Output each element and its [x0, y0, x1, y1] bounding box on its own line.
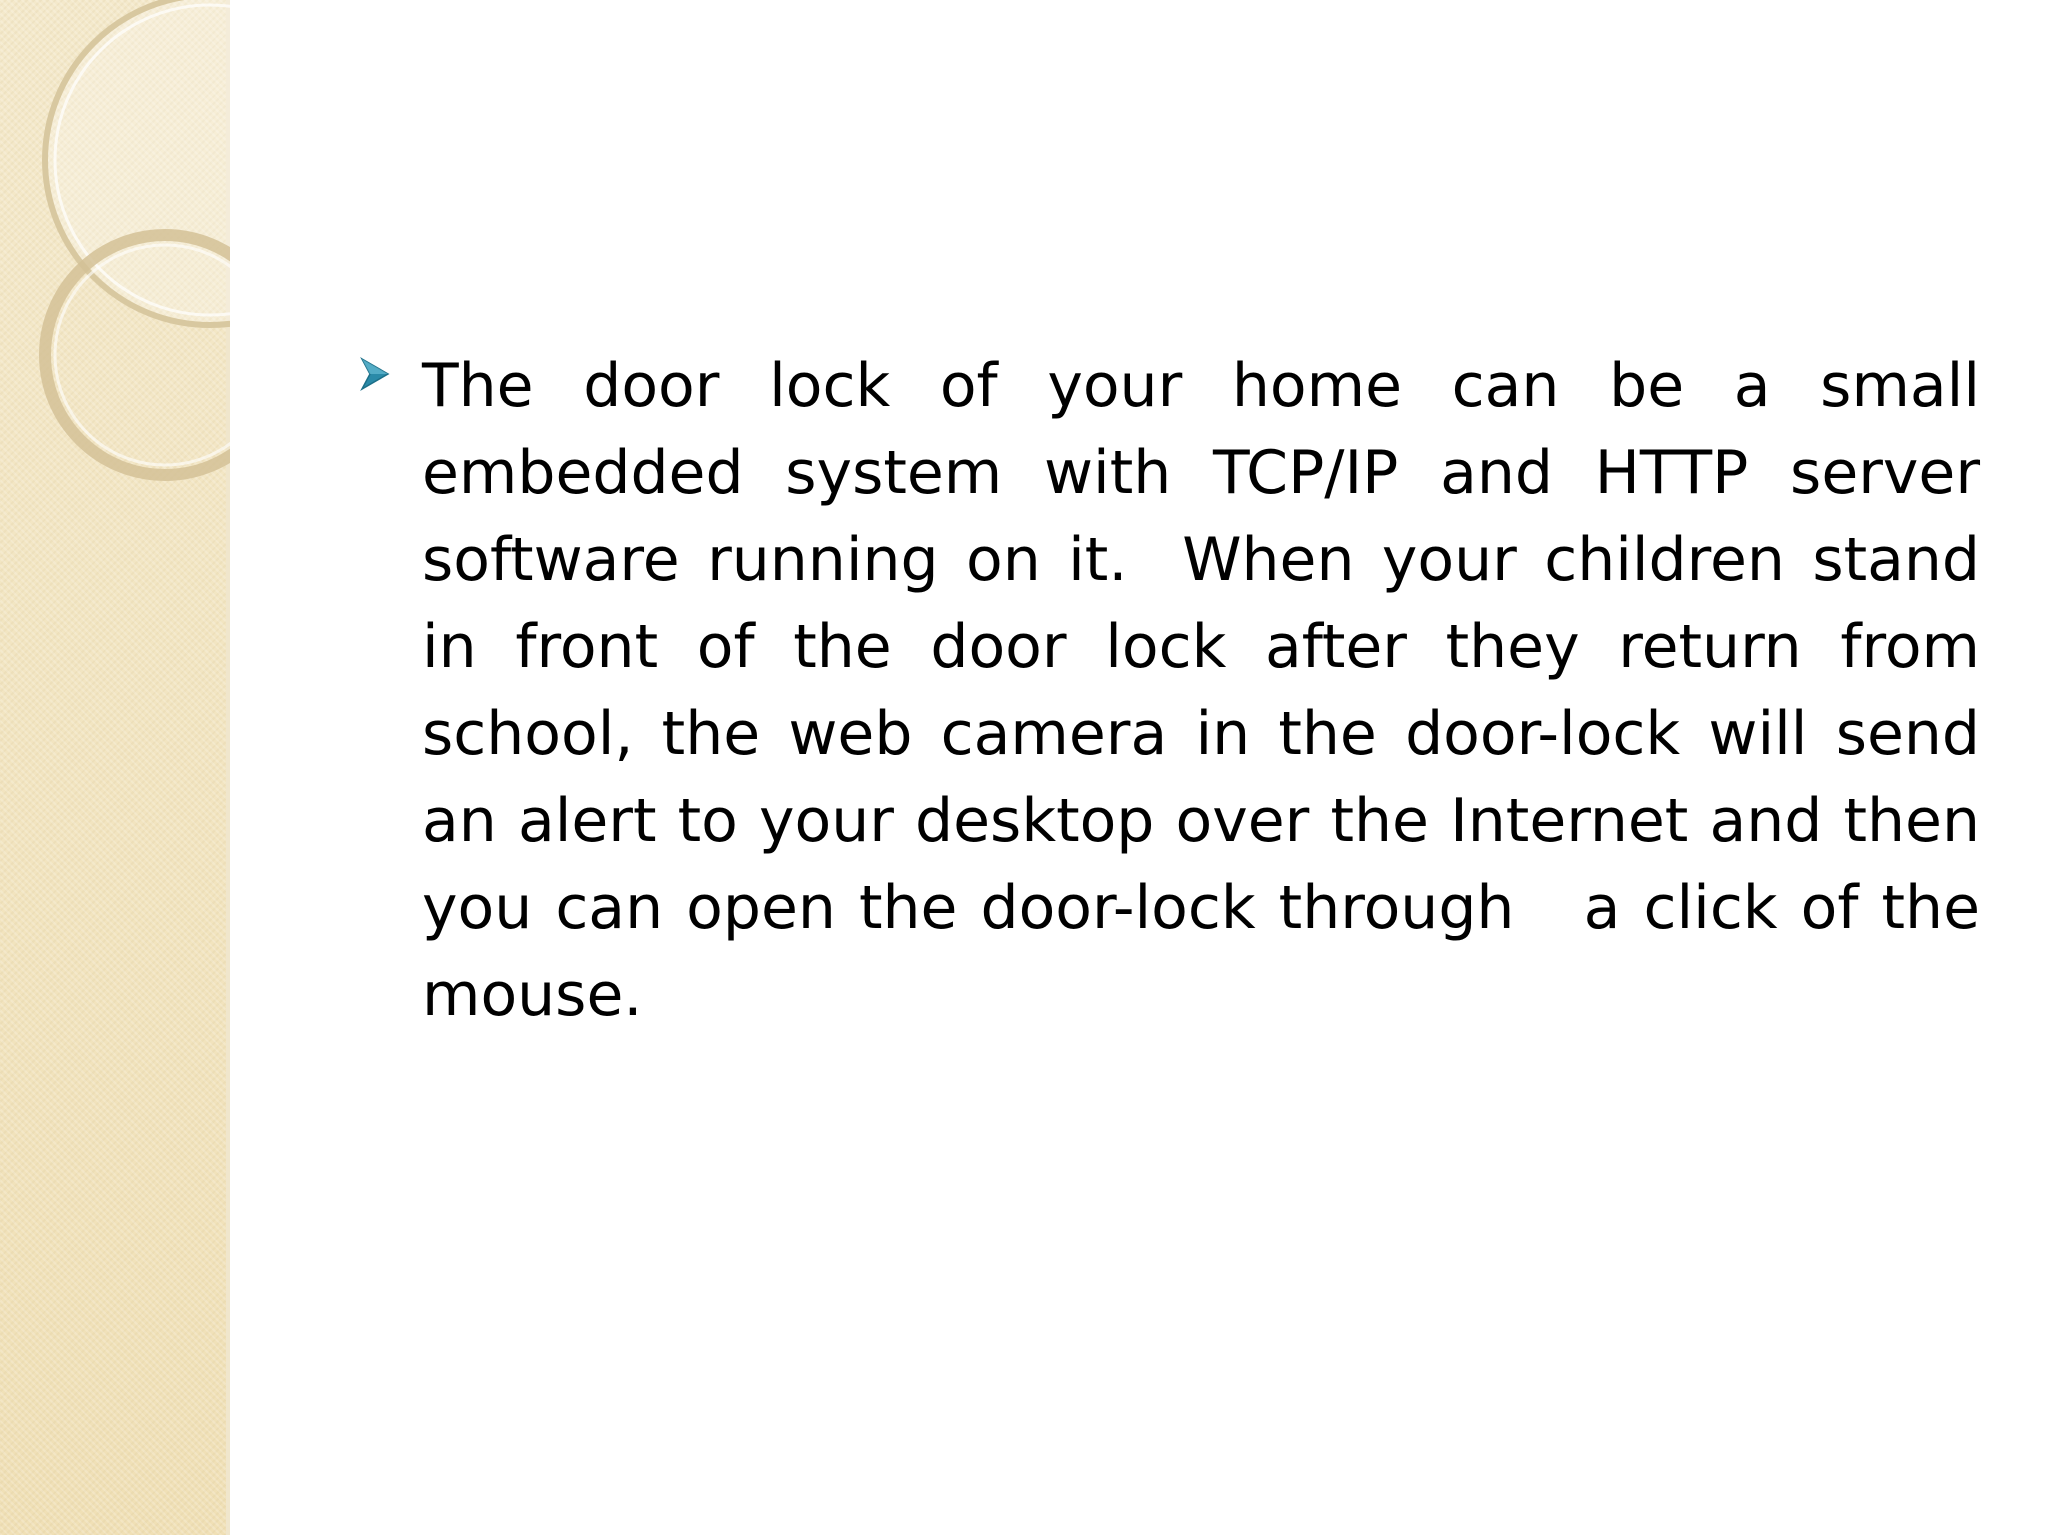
slide-body	[360, 343, 2000, 1039]
decorative-rings	[0, 0, 230, 520]
arrow-bullet-icon	[360, 343, 422, 396]
bullet-text: The door lock of your home can be a small embedded system with TCP/IP and HTTP server software running on it. When your children stand in front of the door lock after they return from school, the web camera in the door-lock will send an alert to your desktop over the Internet and then you can open the door-lock through a click of the mouse.	[422, 351, 2000, 1030]
bullet-item	[360, 343, 2000, 1039]
